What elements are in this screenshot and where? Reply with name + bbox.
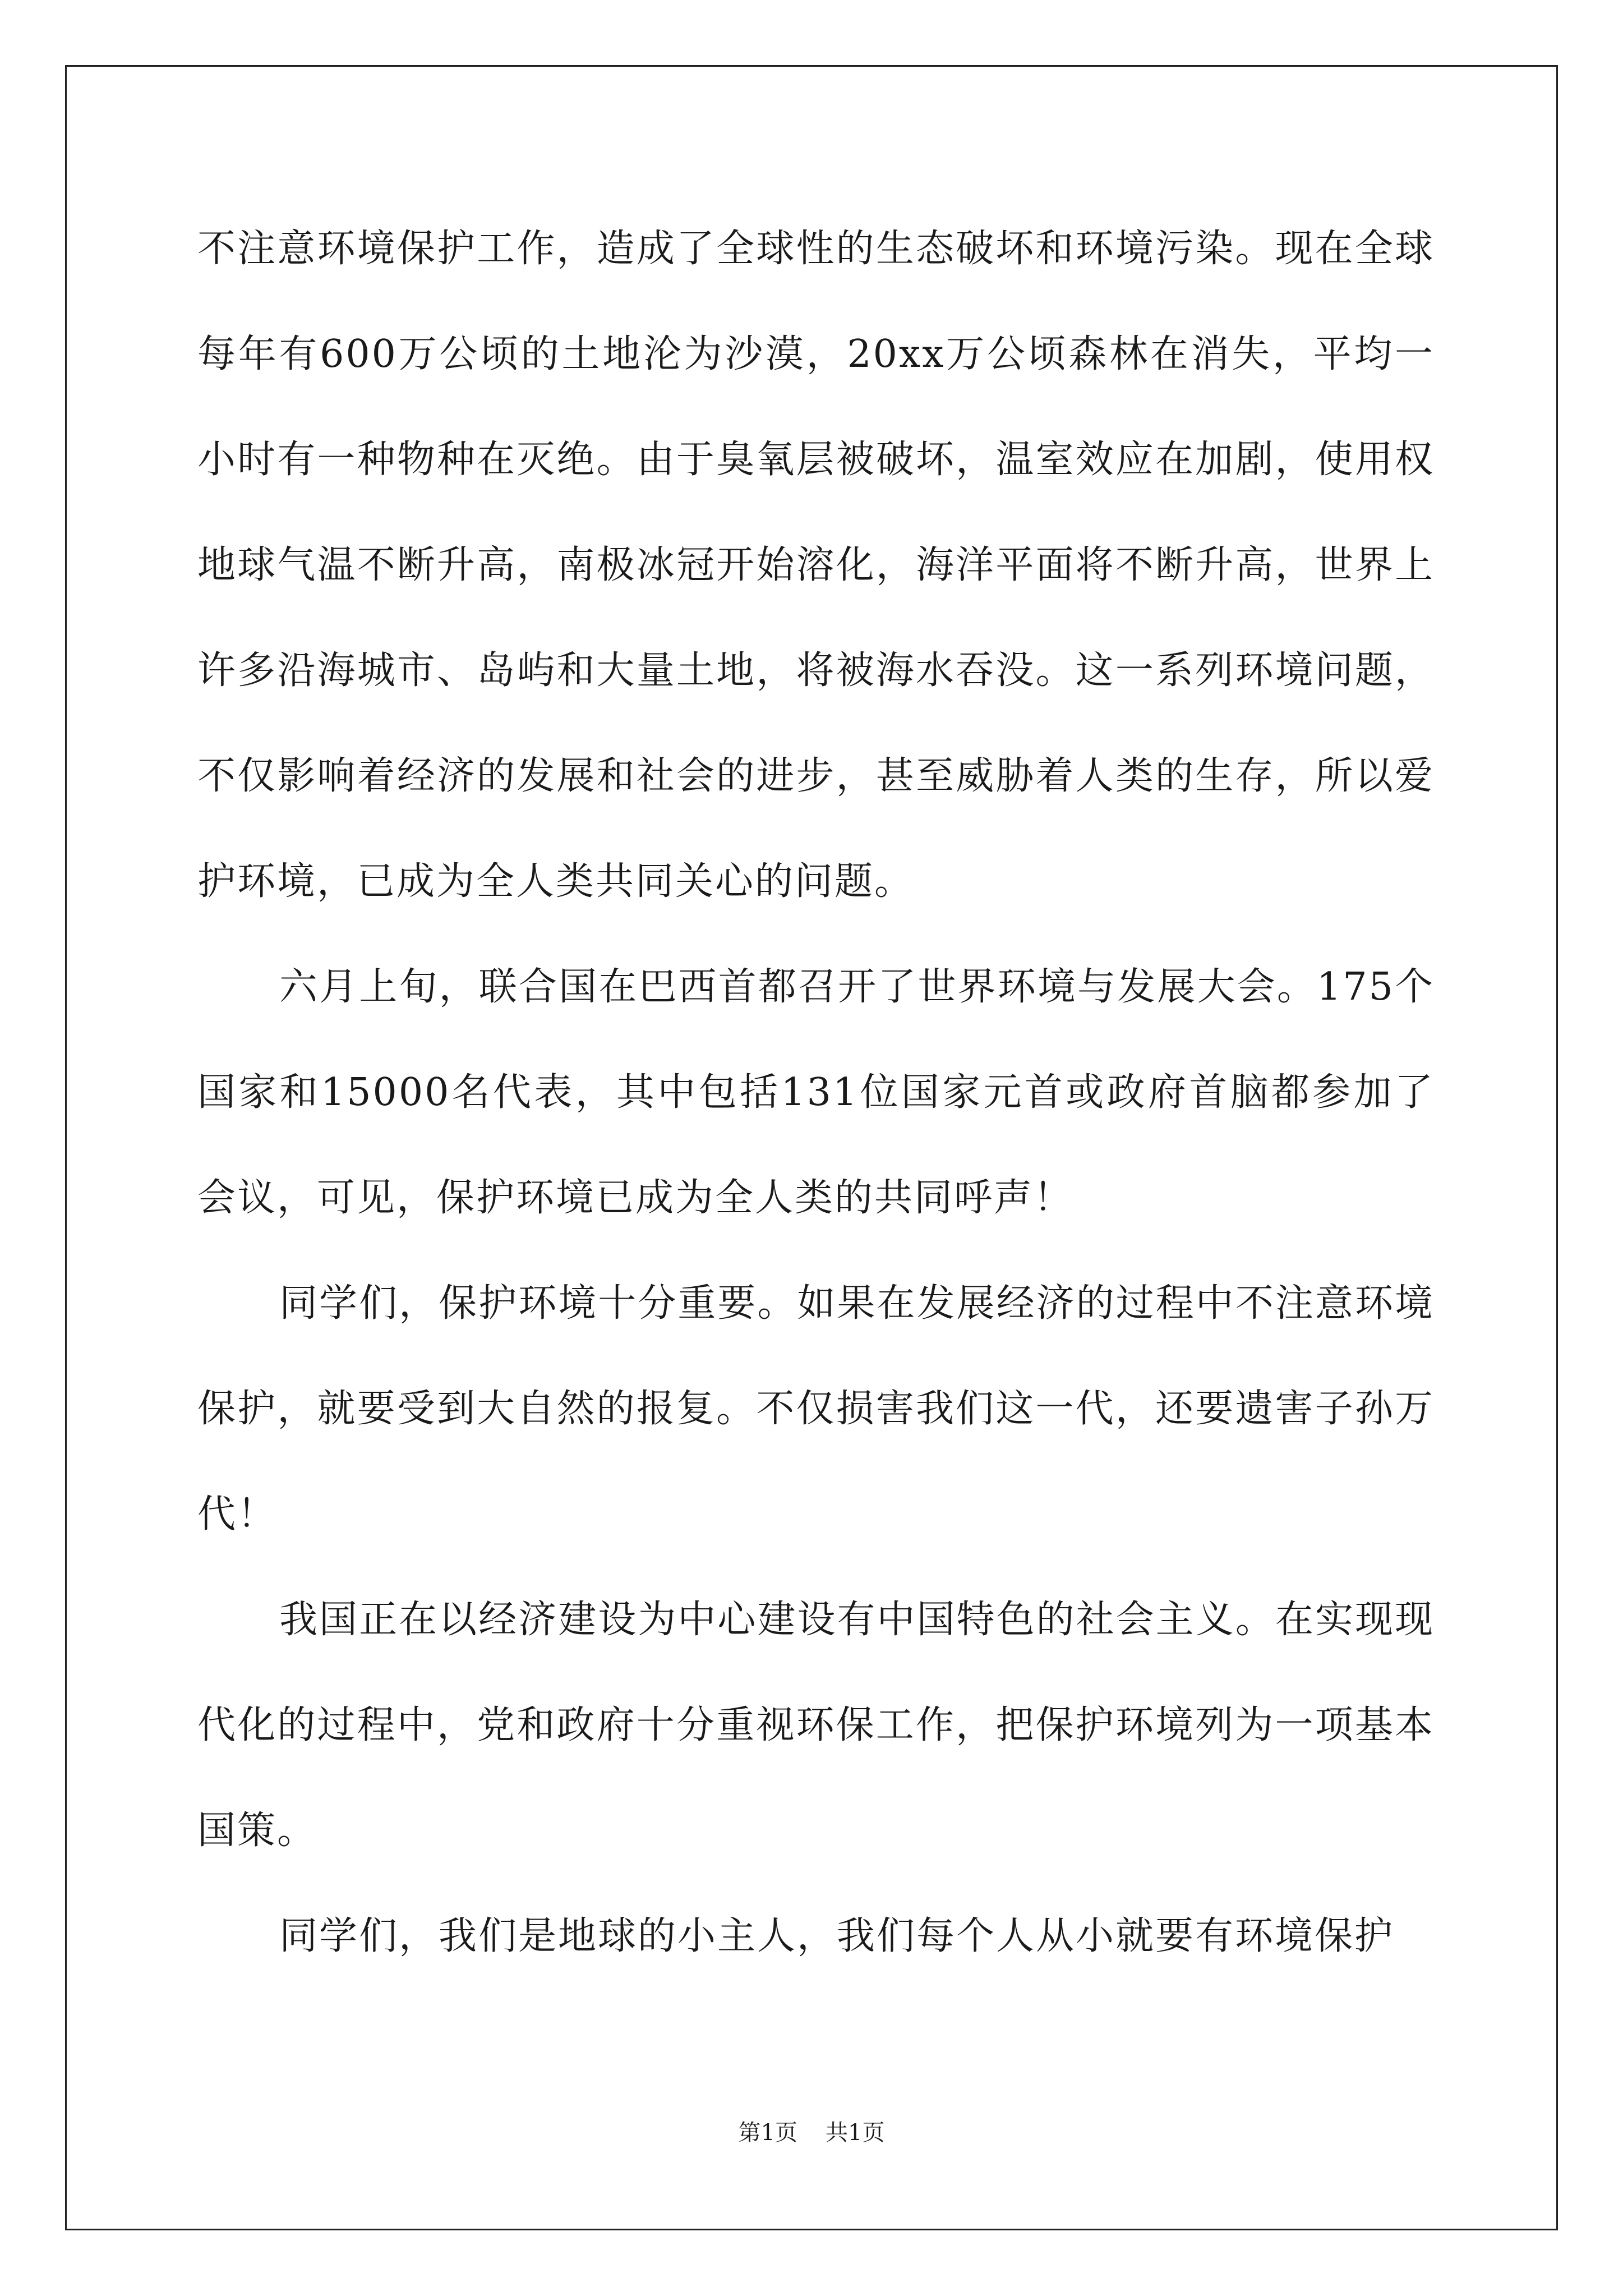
- paragraph-1: 不注意环境保护工作，造成了全球性的生态破坏和环境污染。现在全球每年有600万公顷的土地沦为沙漠，20xx万公顷森林在消失，平均一小时有一种物种在灭绝。由于臭氧层被破坏，温室效应在加剧，使用权地球气温不断升高，南极冰冠开始溶化，海洋平面将不断升高，世界上许多沿海城市、岛屿和大量土地，将被海水吞没。这一系列环境问题，不仅影响着经济的发展和社会的进步，甚至威胁着人类的生存，所以爱护环境，已成为全人类共同关心的问题。: [197, 227, 1435, 904]
- page-footer: [0, 2116, 1623, 2150]
- paragraph-5: 同学们，我们是地球的小主人，我们每个人从小就要有环境保护: [279, 1914, 1395, 1958]
- paragraph-2: 六月上旬，联合国在巴西首都召开了世界环境与发展大会。175个国家和15000名代表，其中包括131位国家元首或政府首脑都参加了会议，可见，保护环境已成为全人类的共同呼声！: [197, 965, 1435, 1220]
- document-body: [197, 196, 1435, 1989]
- page-total: 共1页: [826, 2120, 885, 2146]
- paragraph-4: 我国正在以经济建设为中心建设有中国特色的社会主义。在实现现代化的过程中，党和政府十分重视环保工作，把保护环境列为一项基本国策。: [197, 1598, 1435, 1853]
- page-number: 第1页: [738, 2120, 797, 2146]
- paragraph-3: 同学们，保护环境十分重要。如果在发展经济的过程中不注意环境保护，就要受到大自然的报复。不仅损害我们这一代，还要遗害子孙万代！: [197, 1281, 1435, 1536]
